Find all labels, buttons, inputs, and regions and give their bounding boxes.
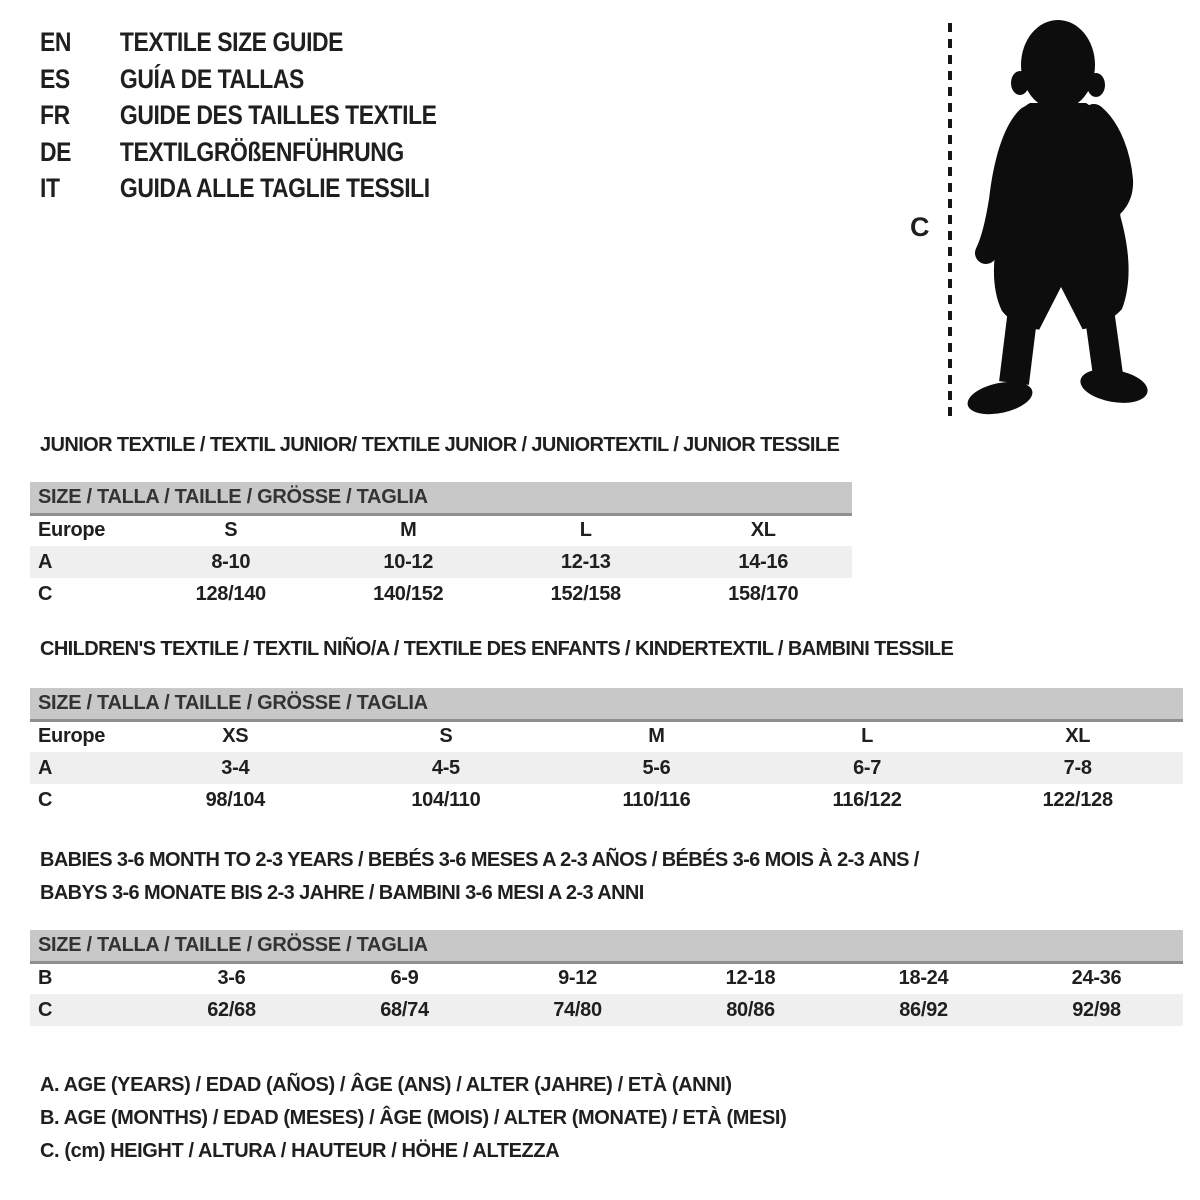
children-size-table <box>30 688 1183 816</box>
language-row <box>40 170 437 207</box>
value-cell: 140/152 <box>373 582 444 605</box>
footnote-c: C. (cm) HEIGHT / ALTURA / HAUTEUR / HÖHE / ALTEZZA <box>40 1140 560 1162</box>
height-measure-label: C <box>910 212 930 242</box>
table-row <box>30 514 852 546</box>
value-cell: 80/86 <box>664 994 837 1026</box>
table-row <box>30 578 852 610</box>
value-cell: M <box>400 519 417 542</box>
row-label-cell: C <box>38 788 53 811</box>
value-cell: 9-12 <box>558 967 597 990</box>
table-row <box>30 546 852 578</box>
value-cell: 110/116 <box>622 788 691 811</box>
size-header-row <box>30 930 1183 962</box>
language-title-list <box>40 24 507 207</box>
value-cell: 92/98 <box>1010 994 1183 1026</box>
table-row <box>30 962 1183 994</box>
language-title: GUÍA DE TALLAS <box>119 63 304 94</box>
value-cell: 152/158 <box>550 582 621 605</box>
value-cell: XS <box>222 725 249 748</box>
value-cell: 8-10 <box>142 546 320 578</box>
value-cell: 6-7 <box>762 752 973 784</box>
value-cell: 5-6 <box>551 752 762 784</box>
language-code: IT <box>40 173 60 203</box>
value-cell: 158/170 <box>728 582 799 605</box>
value-cell: L <box>579 519 592 542</box>
row-label-cell: C <box>38 582 53 605</box>
language-row <box>40 134 437 171</box>
row-label-cell: Europe <box>38 519 106 542</box>
value-cell: 128/140 <box>195 582 266 605</box>
row-label-cell: A <box>30 752 130 784</box>
junior-section-title: JUNIOR TEXTILE / TEXTIL JUNIOR/ TEXTILE JUNIOR / JUNIORTEXTIL / JUNIOR TESSILE <box>40 434 840 456</box>
value-cell: 98/104 <box>205 788 265 811</box>
row-label-cell: C <box>30 994 145 1026</box>
language-row <box>40 97 437 134</box>
language-title: TEXTILE SIZE GUIDE <box>119 27 344 57</box>
value-cell: 116/122 <box>832 788 902 811</box>
footnote-b: B. AGE (MONTHS) / EDAD (MESES) / ÂGE (MOIS) / ALTER (MONATE) / ETÀ (MESI) <box>40 1107 787 1129</box>
babies-section-title-line1: BABIES 3-6 MONTH TO 2-3 YEARS / BEBÉS 3-6 MESES A 2-3 AÑOS / BÉBÉS 3-6 MOIS À 2-3 ANS / <box>40 849 919 871</box>
table-row <box>30 784 1183 816</box>
value-cell: 12-13 <box>497 546 675 578</box>
value-cell: 122/128 <box>1042 788 1113 811</box>
language-code: DE <box>40 136 72 167</box>
value-cell: 12-18 <box>725 967 776 990</box>
size-header-cell: SIZE / TALLA / TAILLE / GRÖSSE / TAGLIA <box>30 930 1183 962</box>
footnote-a: A. AGE (YEARS) / EDAD (AÑOS) / ÂGE (ANS) / ALTER (JAHRE) / ETÀ (ANNI) <box>40 1074 732 1096</box>
size-header-row <box>30 482 852 514</box>
junior-size-table <box>30 482 852 610</box>
value-cell: 62/68 <box>145 994 318 1026</box>
value-cell: 14-16 <box>675 546 853 578</box>
value-cell: 10-12 <box>320 546 498 578</box>
size-header-cell: SIZE / TALLA / TAILLE / GRÖSSE / TAGLIA <box>30 688 1183 720</box>
value-cell: L <box>861 725 874 748</box>
value-cell: XL <box>750 519 776 542</box>
value-cell: 104/110 <box>411 788 481 811</box>
language-title: GUIDA ALLE TAGLIE TESSILI <box>119 173 430 203</box>
size-header-cell: SIZE / TALLA / TAILLE / GRÖSSE / TAGLIA <box>30 482 852 514</box>
size-header-row <box>30 688 1183 720</box>
value-cell: 7-8 <box>972 752 1183 784</box>
language-title: TEXTILGRÖßENFÜHRUNG <box>119 136 404 167</box>
row-label-cell: A <box>30 546 142 578</box>
footnote-legend <box>40 1069 786 1168</box>
value-cell: 18-24 <box>898 967 949 990</box>
value-cell: 4-5 <box>341 752 552 784</box>
value-cell: M <box>648 725 665 748</box>
toddler-silhouette-icon <box>900 15 1150 425</box>
babies-size-table <box>30 930 1183 1026</box>
value-cell: 3-4 <box>130 752 341 784</box>
value-cell: 24-36 <box>1071 967 1122 990</box>
value-cell: 74/80 <box>491 994 664 1026</box>
value-cell: XL <box>1065 725 1091 748</box>
language-code: EN <box>40 27 72 57</box>
babies-section-title-line2: BABYS 3-6 MONATE BIS 2-3 JAHRE / BAMBINI 3-6 MESI A 2-3 ANNI <box>40 882 644 904</box>
table-row <box>30 994 1183 1026</box>
value-cell: 6-9 <box>390 967 419 990</box>
children-section-title: CHILDREN'S TEXTILE / TEXTIL NIÑO/A / TEXTILE DES ENFANTS / KINDERTEXTIL / BAMBINI TESSILE <box>40 638 954 660</box>
language-row <box>40 24 437 61</box>
row-label-cell: B <box>38 967 53 990</box>
value-cell: 86/92 <box>837 994 1010 1026</box>
value-cell: S <box>439 725 453 748</box>
value-cell: 3-6 <box>217 967 246 990</box>
language-row <box>40 61 437 98</box>
table-row <box>30 752 1183 784</box>
row-label-cell: Europe <box>38 725 106 748</box>
language-title: GUIDE DES TAILLES TEXTILE <box>119 100 437 130</box>
language-code: ES <box>40 63 70 94</box>
table-row <box>30 720 1183 752</box>
value-cell: 68/74 <box>318 994 491 1026</box>
language-code: FR <box>40 100 70 130</box>
value-cell: S <box>224 519 238 542</box>
